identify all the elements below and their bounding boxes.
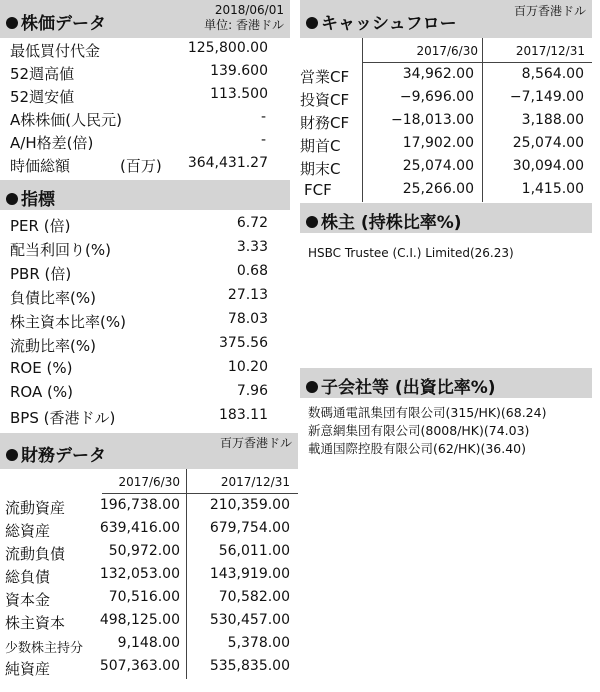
financial-column-header: 2017/12/31 — [220, 475, 290, 489]
subsidiary-item: 載通国際控股有限公司(62/HK)(36.40) — [308, 441, 527, 456]
stock-data-date: 2018/06/01 — [214, 3, 284, 17]
stock-data-header — [0, 0, 290, 38]
financial-header — [0, 433, 298, 469]
table-row: 少数株主持分 9,148.00 5,378.00 — [5, 635, 290, 656]
cashflow-column-header: 2017/6/30 — [416, 44, 478, 58]
table-row: 流動比率(%) 375.56 — [10, 335, 268, 355]
bullet-icon — [306, 17, 318, 29]
indicators-table — [0, 215, 290, 435]
table-row: ROE (%) 10.20 — [10, 359, 268, 377]
table-row: A/H格差(倍) - — [10, 132, 266, 152]
bullet-icon — [6, 193, 18, 205]
shareholders-header — [300, 203, 592, 233]
divider — [362, 62, 592, 63]
shareholder-item: HSBC Trustee (C.I.) Limited(26.23) — [308, 246, 514, 260]
table-row: 期首C 17,902.00 25,074.00 — [300, 135, 584, 155]
table-row: 株主資本比率(%) 78.03 — [10, 311, 268, 331]
cashflow-header — [300, 0, 592, 38]
bullet-icon — [306, 216, 318, 228]
table-row: ROA (%) 7.96 — [10, 383, 268, 401]
stock-data-date-unit — [204, 3, 284, 33]
table-row: 負債比率(%) 27.13 — [10, 287, 268, 307]
table-row: BPS (香港ドル) 183.11 — [10, 407, 268, 427]
cashflow-unit: 百万香港ドル — [513, 4, 586, 18]
indicators-header — [0, 180, 290, 210]
table-row: 株主資本 498,125.00 530,457.00 — [5, 612, 290, 632]
table-row: 流動資産 196,738.00 210,359.00 — [5, 497, 290, 517]
table-row: A株株価(人民元) - — [10, 109, 266, 129]
divider — [102, 493, 298, 494]
table-row: 配当利回り(%) 3.33 — [10, 239, 268, 259]
financial-column-header: 2017/6/30 — [118, 475, 180, 489]
bullet-icon — [6, 17, 18, 29]
table-row: 52週安値 113.500 — [10, 86, 268, 106]
table-row: 資本金 70,516.00 70,582.00 — [5, 589, 290, 609]
table-row: 営業CF 34,962.00 8,564.00 — [300, 66, 584, 86]
table-row: 総負債 132,053.00 143,919.00 — [5, 566, 290, 586]
cashflow-title: キャッシュフロー — [306, 9, 457, 34]
subsidiary-item: 新意網集団有限公司(8008/HK)(74.03) — [308, 423, 530, 438]
cashflow-column-header: 2017/12/31 — [515, 44, 585, 58]
table-row: 52週高値 139.600 — [10, 63, 268, 83]
financial-table — [0, 469, 298, 692]
table-row: PBR (倍) 0.68 — [10, 263, 268, 283]
table-row: 総資産 639,416.00 679,754.00 — [5, 520, 290, 540]
table-row: 投資CF −9,696.00 −7,149.00 — [300, 89, 584, 109]
cashflow-table — [300, 38, 592, 203]
table-row: 期末C 25,074.00 30,094.00 — [300, 158, 584, 178]
subsidiaries-title: 子会社等 (出資比率%) — [306, 373, 496, 398]
table-row: 流動負債 50,972.00 56,011.00 — [5, 543, 290, 563]
subsidiaries-header — [300, 368, 592, 398]
table-row: 純資産 507,363.00 535,835.00 — [5, 658, 290, 678]
table-row: 時価総額 (百万) 364,431.27 — [10, 155, 268, 175]
stock-data-unit: 単位: 香港ドル — [204, 18, 284, 32]
subsidiary-item: 数碼通電訊集団有限公司(315/HK)(68.24) — [308, 405, 547, 420]
table-row: FCF 25,266.00 1,415.00 — [304, 181, 584, 199]
stock-data-table — [0, 40, 290, 180]
table-row: PER (倍) 6.72 — [10, 215, 268, 235]
shareholders-title: 株主 (持株比率%) — [306, 208, 462, 233]
financial-unit: 百万香港ドル — [219, 436, 292, 450]
stock-data-title: 株価データ — [6, 9, 106, 34]
table-row: 財務CF −18,013.00 3,188.00 — [300, 112, 584, 132]
financial-title: 財務データ — [6, 441, 106, 466]
bullet-icon — [306, 381, 318, 393]
bullet-icon — [6, 449, 18, 461]
indicators-title: 指標 — [6, 185, 55, 210]
table-row: 最低買付代金 125,800.00 — [10, 40, 268, 60]
